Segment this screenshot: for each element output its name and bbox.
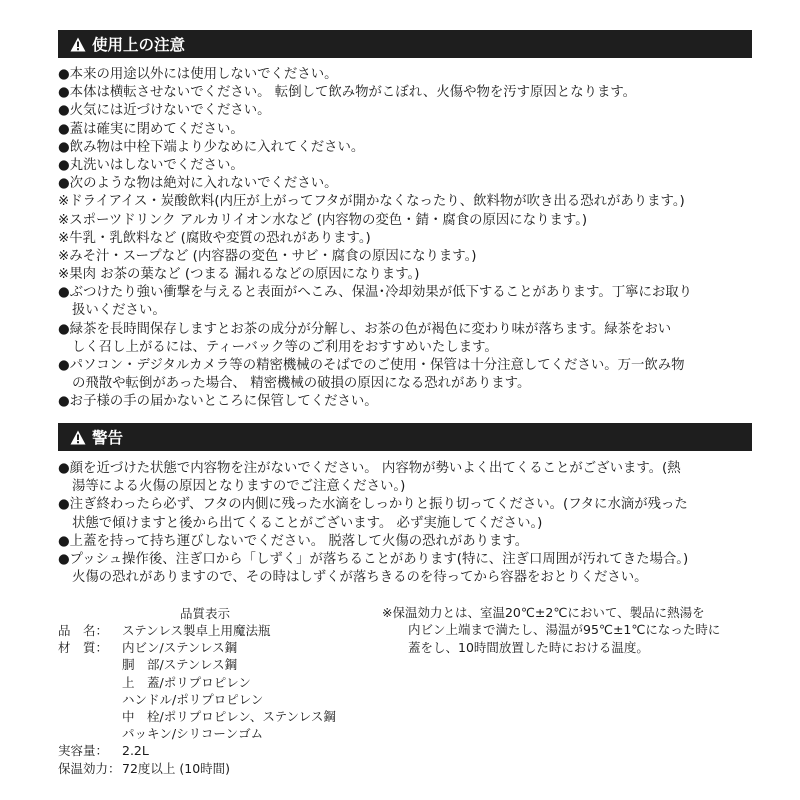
caution-line: ※ドライアイス・炭酸飲料(内圧が上がってフタが開かなくなったり、飲料物が吹き出る恐れがあります。) [58, 194, 685, 210]
caution-line: ●本来の用途以外には使用しないでください。 [58, 67, 338, 82]
caution-title: 使用上の注意 [92, 36, 186, 54]
warning-list [58, 460, 758, 587]
warning-line: ●上蓋を持って持ち運びしないでください。 脱落して火傷の恐れがあります。 [58, 533, 529, 549]
warning-header [58, 423, 752, 451]
quality-title: 品質表示 [180, 606, 231, 621]
warning-title: 警告 [92, 429, 124, 447]
warning-line: ●注ぎ終わったら必ず、フタの内側に残った水滴をしっかりと振り切ってください。(フタに水滴が残った [58, 497, 688, 513]
retention-note [382, 604, 762, 656]
caution-line: ●飲み物は中栓下端より少なめに入れてください。 [58, 139, 365, 155]
retention-value: 72度以上 (10時間) [122, 760, 231, 776]
material-value: 胴 部/ステンレス鋼 [122, 657, 238, 673]
warning-line: ●プッシュ操作後、注ぎ口から「しずく」が落ちることがあります(特に、注ぎ口周囲が汚れてきた場合。) [58, 551, 689, 567]
caution-line: ●緑茶を長時間保存しますとお茶の成分が分解し、お茶の色が褐色に変わり味が落ちます。緑茶をおい [58, 321, 672, 337]
material-value: 中 栓/ポリプロピレン、ステンレス鋼 [122, 708, 336, 724]
caution-line: の飛散や転倒があった場合、 精密機械の破損の原因になる恐れがあります。 [72, 376, 531, 392]
caution-line: ●ぶつけたり強い衝撃を与えると表面がへこみ、保温･冷却効果が低下することがあります。丁寧にお取り [58, 285, 693, 301]
warning-triangle-icon [70, 430, 86, 445]
retention-label: 保温効力： [58, 760, 121, 776]
caution-line: ●本体は横転させないでください。 転倒して飲み物がこぼれ、火傷や物を汚す原因となります。 [58, 85, 637, 101]
caution-line: ●次のような物は絶対に入れないでください。 [58, 176, 338, 192]
quality-spec [58, 622, 336, 777]
warning-triangle-icon [70, 37, 86, 52]
capacity-label: 実容量： [58, 743, 109, 759]
caution-line: 扱いください。 [72, 303, 166, 319]
caution-header [58, 30, 752, 58]
note-line: ※保温効力とは、室温20℃±2℃において、製品に熱湯を [382, 605, 705, 620]
caution-line: ※スポーツドリンク アルカリイオン水など (内容物の変色・錆・腐食の原因になります。) [58, 212, 588, 228]
material-value: パッキン/シリコーンゴム [122, 726, 264, 742]
warning-line: 火傷の恐れがありますので、その時はしずくが落ちきるのを待ってから容器をおとりください。 [72, 570, 648, 586]
warning-line: 状態で傾けますと後から出てくることがございます。 必ず実施してください。) [72, 515, 543, 531]
warning-line: ●顔を近づけた状態で内容物を注がないでください。 内容物が勢いよく出てくることがございます。(熱 [58, 461, 681, 476]
caution-line: しく召し上がるには、ティーバック等のご利用をおすすめいたします。 [72, 339, 498, 355]
material-label: 材 質： [58, 640, 109, 656]
caution-line: ●丸洗いはしないでください。 [58, 157, 244, 173]
caution-line: ●お子様の手の届かないところに保管してください。 [58, 394, 378, 410]
caution-line: ※みそ汁・スープなど (内容器の変色・サビ・腐食の原因になります。) [58, 248, 477, 264]
caution-line: ※牛乳・乳飲料など (腐敗や変質の恐れがあります。) [58, 230, 371, 246]
product-value: ステンレス製卓上用魔法瓶 [122, 623, 271, 638]
note-line: 蓋をし、10時間放置した時における温度。 [408, 639, 649, 655]
caution-line: ※果肉 お茶の葉など (つまる 漏れるなどの原因になります。) [58, 267, 420, 283]
material-value: 上 蓋/ポリプロピレン [122, 674, 251, 690]
caution-line: ●パソコン・デジタルカメラ等の精密機械のそばでのご使用・保管は十分注意してください。万一飲み物 [58, 358, 685, 373]
spec-row-material [58, 639, 336, 656]
material-value: 内ビン/ステンレス鋼 [122, 640, 238, 656]
capacity-value: 2.2L [122, 743, 149, 759]
product-label: 品 名： [58, 623, 109, 638]
spec-row-capacity [58, 742, 336, 759]
caution-list [58, 66, 758, 412]
caution-line: ●蓋は確実に閉めてください。 [58, 121, 244, 137]
material-value: ハンドル/ポリプロピレン [122, 691, 264, 707]
note-line: 内ビン上端まで満たし、湯温が95℃±1℃になった時に [408, 622, 721, 638]
warning-line: 湯等による火傷の原因となりますのでご注意ください。) [72, 479, 406, 495]
spec-row-product [58, 622, 336, 639]
caution-line: ●火気には近づけないでください。 [58, 103, 271, 119]
spec-row-retention [58, 760, 336, 777]
